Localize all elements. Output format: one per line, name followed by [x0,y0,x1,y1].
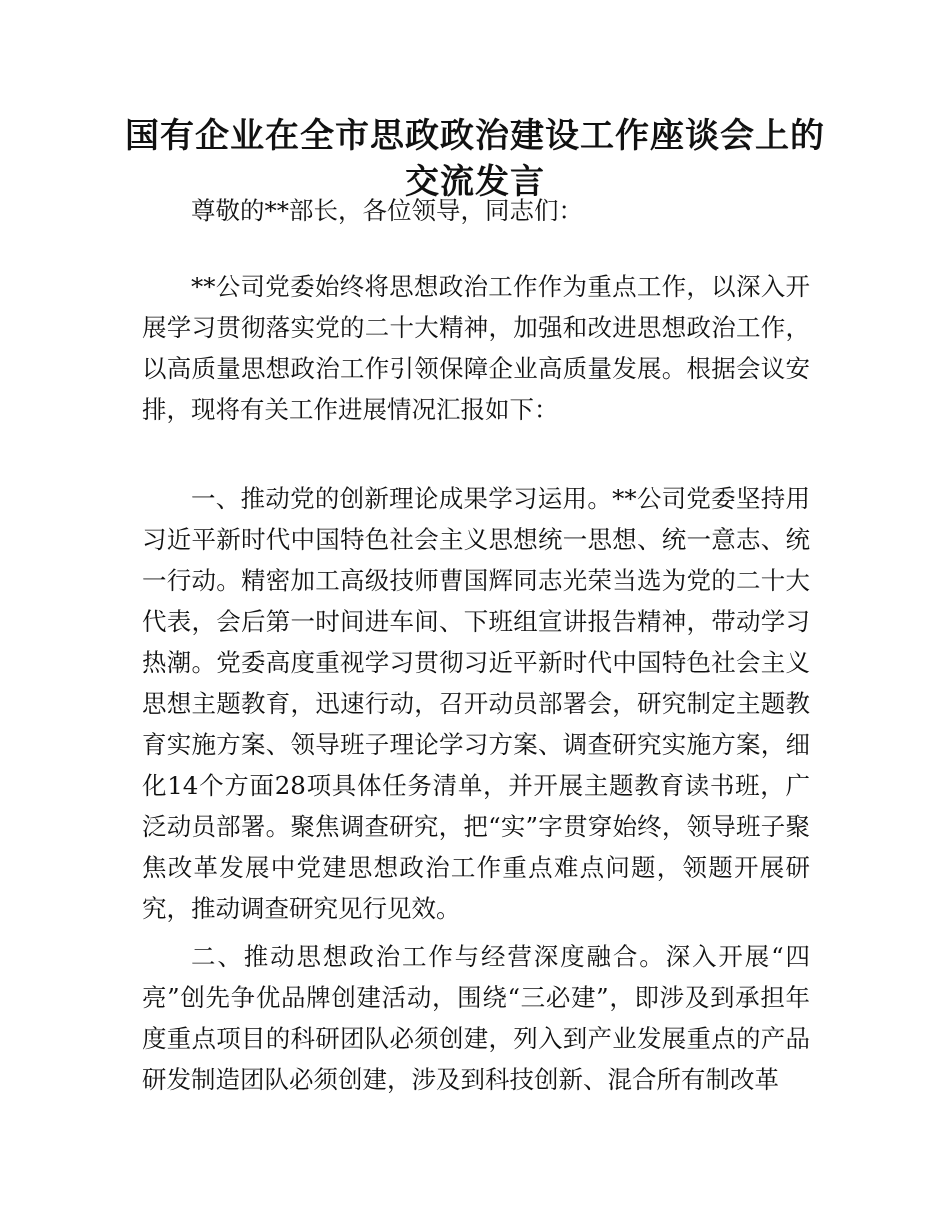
section-1-paragraph: 一、推动党的创新理论成果学习运用。**公司党委坚持用习近平新时代中国特色社会主义思想统一思想、统一意志、统一行动。精密加工高级技师曹国辉同志光荣当选为党的二十大代表，会后第一时间进车间、下班组宣讲报告精神，带动学习热潮。党委高度重视学习贯彻习近平新时代中国特色社会主义思想主题教育，迅速行动，召开动员部署会，研究制定主题教育实施方案、领导班子理论学习方案、调查研究实施方案，细化14个方面28项具体任务清单，并开展主题教育读书班，广泛动员部署。聚焦调查研究，把“实”字贯穿始终，领导班子聚焦改革发展中党建思想政治工作重点难点问题，领题开展研究，推动调查研究见行见效。 [142,484,810,923]
section-2-paragraph: 二、推动思想政治工作与经营深度融合。深入开展“四亮”创先争优品牌创建活动，围绕“三必建”，即涉及到承担年度重点项目的科研团队必须创建，列入到产业发展重点的产品研发制造团队必须创建，涉及到科技创新、混合所有制改革 [142,942,810,1094]
intro-paragraph: **公司党委始终将思想政治工作作为重点工作，以深入开展学习贯彻落实党的二十大精神，加强和改进思想政治工作，以高质量思想政治工作引领保障企业高质量发展。根据会议安排，现将有关工作进展情况汇报如下： [142,272,810,424]
greeting-paragraph: 尊敬的**部长，各位领导，同志们： [191,196,583,225]
document-title-line-2: 交流发言 [405,162,545,202]
document-title-line-1: 国有企业在全市思政政治建设工作座谈会上的 [125,116,825,156]
